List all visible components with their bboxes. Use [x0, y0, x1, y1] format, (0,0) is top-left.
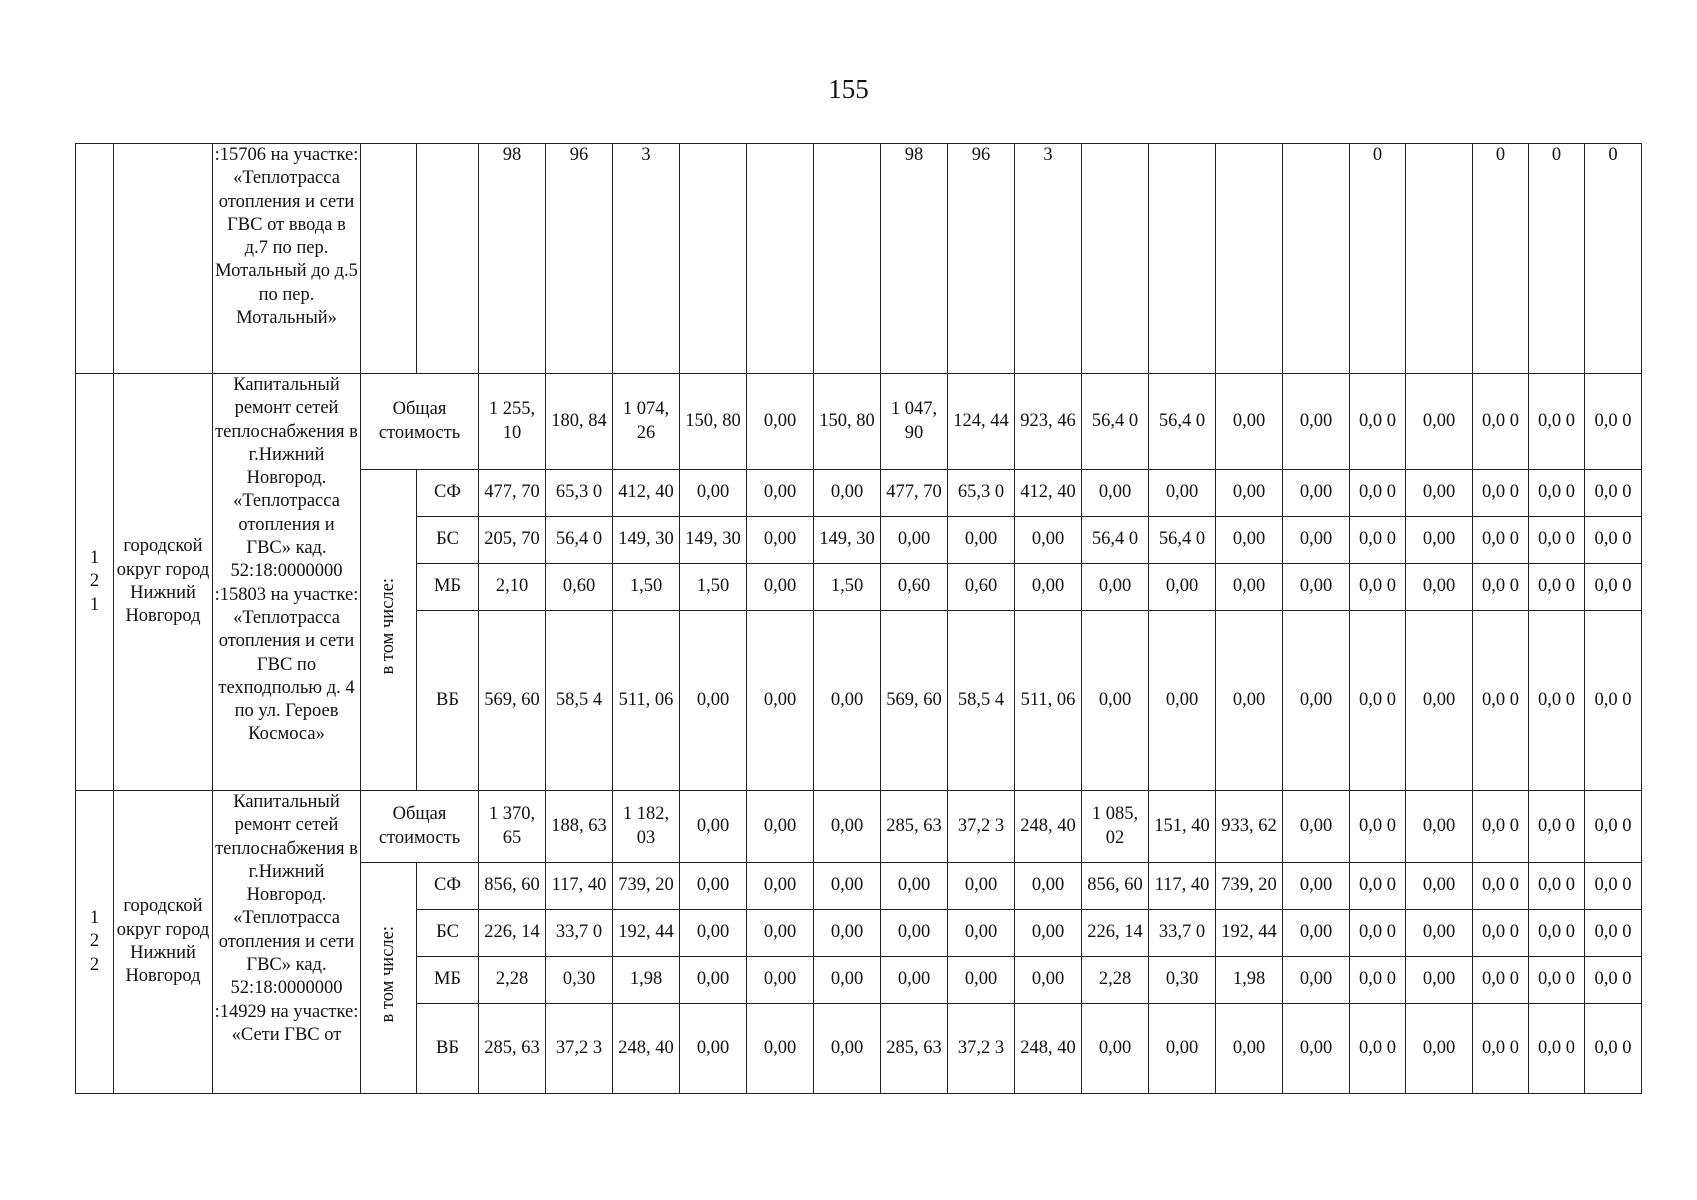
value-cell: 0,00 — [1406, 863, 1473, 910]
row-number: 1 2 2 — [76, 791, 114, 1094]
value-cell: 0,00 — [948, 957, 1015, 1004]
value-cell: 0,00 — [747, 910, 814, 957]
value-cell: 0,00 — [1082, 1004, 1149, 1094]
value-cell: 0,00 — [1283, 863, 1350, 910]
value-cell: 0,00 — [1283, 957, 1350, 1004]
table-cell — [361, 144, 417, 374]
value-cell: 0,00 — [1406, 1004, 1473, 1094]
value-cell: 1,98 — [613, 957, 680, 1004]
value-cell: 226, 14 — [479, 910, 546, 957]
value-cell: 0,00 — [680, 791, 747, 863]
budget-table — [75, 143, 1642, 1094]
including-label-text: в том числе: — [377, 926, 398, 1023]
value-cell: 0,00 — [814, 791, 881, 863]
value-cell: 739, 20 — [613, 863, 680, 910]
funding-source-label: МБ — [417, 564, 479, 611]
value-cell: 0,0 0 — [1473, 517, 1529, 564]
value-cell: 2,10 — [479, 564, 546, 611]
value-cell: 0,60 — [881, 564, 948, 611]
value-cell: 0,00 — [747, 863, 814, 910]
value-cell: 0,00 — [1283, 791, 1350, 863]
table-row — [76, 144, 1642, 374]
value-cell: 150, 80 — [680, 374, 747, 470]
table-cell: 0 — [1350, 144, 1406, 374]
value-cell: 0,60 — [948, 564, 1015, 611]
value-cell: 0,00 — [747, 957, 814, 1004]
table-cell: 96 — [948, 144, 1015, 374]
value-cell: 0,0 0 — [1473, 863, 1529, 910]
value-cell: 0,00 — [680, 470, 747, 517]
row-number: 1 2 1 — [76, 374, 114, 791]
value-cell: 0,00 — [1283, 611, 1350, 791]
description-cell: :15706 на участке: «Теплотрасса отопления и сети ГВС от ввода в д.7 по пер. Мотальный до д.5 по пер. Мотальный» — [213, 144, 361, 374]
municipality-cell: городской округ город Нижний Новгород — [114, 374, 213, 791]
value-cell: 65,3 0 — [546, 470, 613, 517]
value-cell: 1 182, 03 — [613, 791, 680, 863]
value-cell: 192, 44 — [613, 910, 680, 957]
value-cell: 58,5 4 — [546, 611, 613, 791]
value-cell: 412, 40 — [613, 470, 680, 517]
value-cell: 1,50 — [814, 564, 881, 611]
value-cell: 0,0 0 — [1350, 470, 1406, 517]
value-cell: 0,0 0 — [1585, 470, 1642, 517]
value-cell: 0,00 — [1283, 1004, 1350, 1094]
value-cell: 1 085, 02 — [1082, 791, 1149, 863]
value-cell: 0,00 — [1406, 611, 1473, 791]
value-cell: 0,0 0 — [1529, 611, 1585, 791]
value-cell: 412, 40 — [1015, 470, 1082, 517]
value-cell: 0,00 — [1216, 374, 1283, 470]
value-cell: 0,00 — [948, 517, 1015, 564]
value-cell: 0,00 — [747, 470, 814, 517]
table-body — [76, 144, 1642, 1094]
value-cell: 0,0 0 — [1529, 1004, 1585, 1094]
value-cell: 0,00 — [948, 910, 1015, 957]
value-cell: 0,0 0 — [1350, 611, 1406, 791]
value-cell: 117, 40 — [1149, 863, 1216, 910]
funding-source-label: БС — [417, 517, 479, 564]
value-cell: 0,00 — [1406, 957, 1473, 1004]
value-cell: 149, 30 — [814, 517, 881, 564]
table-cell — [1149, 144, 1216, 374]
table-cell: 98 — [479, 144, 546, 374]
value-cell: 569, 60 — [881, 611, 948, 791]
table-cell — [1283, 144, 1350, 374]
total-cost-label: Общая стоимость — [361, 791, 479, 863]
table-cell — [417, 144, 479, 374]
value-cell: 149, 30 — [613, 517, 680, 564]
value-cell: 511, 06 — [1015, 611, 1082, 791]
value-cell: 0,0 0 — [1350, 910, 1406, 957]
description-cell: Капитальный ремонт сетей теплоснабжения в г.Нижний Новгород. «Теплотрасса отопления и сети ГВС» кад. 52:18:0000000 :14929 на участке: «Сети ГВС от — [213, 791, 361, 1094]
value-cell: 0,00 — [881, 517, 948, 564]
value-cell: 1 255, 10 — [479, 374, 546, 470]
value-cell: 0,30 — [546, 957, 613, 1004]
table-cell: 3 — [1015, 144, 1082, 374]
value-cell: 0,0 0 — [1350, 1004, 1406, 1094]
value-cell: 0,0 0 — [1473, 910, 1529, 957]
value-cell: 0,0 0 — [1585, 910, 1642, 957]
table-cell — [1082, 144, 1149, 374]
table-cell: 96 — [546, 144, 613, 374]
value-cell: 0,0 0 — [1473, 957, 1529, 1004]
value-cell: 0,0 0 — [1529, 791, 1585, 863]
value-cell: 0,00 — [1406, 517, 1473, 564]
value-cell: 248, 40 — [1015, 791, 1082, 863]
value-cell: 0,00 — [1406, 910, 1473, 957]
value-cell: 56,4 0 — [546, 517, 613, 564]
table-cell: 3 — [613, 144, 680, 374]
value-cell: 0,00 — [747, 517, 814, 564]
value-cell: 151, 40 — [1149, 791, 1216, 863]
funding-source-label: СФ — [417, 863, 479, 910]
page-number: 155 — [828, 74, 869, 104]
table-cell: 0 — [1529, 144, 1585, 374]
value-cell: 856, 60 — [479, 863, 546, 910]
value-cell: 0,30 — [1149, 957, 1216, 1004]
value-cell: 0,00 — [1149, 564, 1216, 611]
funding-source-label: БС — [417, 910, 479, 957]
value-cell: 0,00 — [1015, 863, 1082, 910]
value-cell: 0,00 — [814, 470, 881, 517]
table-cell — [814, 144, 881, 374]
value-cell: 56,4 0 — [1149, 517, 1216, 564]
value-cell: 0,0 0 — [1350, 374, 1406, 470]
value-cell: 933, 62 — [1216, 791, 1283, 863]
value-cell: 37,2 3 — [546, 1004, 613, 1094]
value-cell: 0,0 0 — [1473, 611, 1529, 791]
table-row — [76, 791, 1642, 863]
value-cell: 0,0 0 — [1529, 957, 1585, 1004]
value-cell: 0,00 — [680, 611, 747, 791]
value-cell: 33,7 0 — [546, 910, 613, 957]
value-cell: 0,00 — [1149, 470, 1216, 517]
table-cell — [114, 144, 213, 374]
table-cell: 0 — [1473, 144, 1529, 374]
value-cell: 0,0 0 — [1585, 564, 1642, 611]
value-cell: 0,00 — [1082, 470, 1149, 517]
including-label — [361, 470, 417, 791]
value-cell: 0,00 — [1216, 564, 1283, 611]
value-cell: 150, 80 — [814, 374, 881, 470]
value-cell: 124, 44 — [948, 374, 1015, 470]
value-cell: 0,0 0 — [1473, 1004, 1529, 1094]
value-cell: 0,00 — [1015, 910, 1082, 957]
value-cell: 511, 06 — [613, 611, 680, 791]
value-cell: 0,00 — [948, 863, 1015, 910]
value-cell: 0,0 0 — [1585, 611, 1642, 791]
description-cell: Капитальный ремонт сетей теплоснабжения в г.Нижний Новгород. «Теплотрасса отопления и ГВС» кад. 52:18:0000000 :15803 на участке: «Теплотрасса отопления и сети ГВС по техподполью д. 4 по ул. Героев Космоса» — [213, 374, 361, 791]
value-cell: 56,4 0 — [1082, 374, 1149, 470]
value-cell: 0,00 — [1082, 611, 1149, 791]
value-cell: 0,00 — [1015, 517, 1082, 564]
value-cell: 0,0 0 — [1350, 564, 1406, 611]
value-cell: 37,2 3 — [948, 1004, 1015, 1094]
value-cell: 56,4 0 — [1082, 517, 1149, 564]
value-cell: 0,00 — [1283, 564, 1350, 611]
value-cell: 0,00 — [747, 374, 814, 470]
value-cell: 0,00 — [747, 791, 814, 863]
value-cell: 0,00 — [747, 611, 814, 791]
value-cell: 0,00 — [680, 863, 747, 910]
value-cell: 1 047, 90 — [881, 374, 948, 470]
value-cell: 0,0 0 — [1585, 1004, 1642, 1094]
value-cell: 923, 46 — [1015, 374, 1082, 470]
value-cell: 0,00 — [747, 1004, 814, 1094]
value-cell: 0,0 0 — [1473, 374, 1529, 470]
value-cell: 0,00 — [1406, 470, 1473, 517]
value-cell: 1,50 — [680, 564, 747, 611]
table-cell: 0 — [1585, 144, 1642, 374]
value-cell: 0,0 0 — [1529, 910, 1585, 957]
value-cell: 0,00 — [1283, 470, 1350, 517]
value-cell: 180, 84 — [546, 374, 613, 470]
value-cell: 0,00 — [680, 1004, 747, 1094]
value-cell: 477, 70 — [881, 470, 948, 517]
value-cell: 0,00 — [1216, 611, 1283, 791]
value-cell: 0,0 0 — [1529, 564, 1585, 611]
table-cell — [680, 144, 747, 374]
value-cell: 65,3 0 — [948, 470, 1015, 517]
value-cell: 0,0 0 — [1585, 863, 1642, 910]
table-row — [76, 374, 1642, 470]
including-label-text: в том числе: — [377, 578, 398, 675]
value-cell: 0,0 0 — [1473, 564, 1529, 611]
value-cell: 0,00 — [881, 910, 948, 957]
value-cell: 0,0 0 — [1585, 791, 1642, 863]
value-cell: 0,0 0 — [1350, 863, 1406, 910]
funding-source-label: МБ — [417, 957, 479, 1004]
value-cell: 0,00 — [1406, 791, 1473, 863]
value-cell: 0,00 — [1216, 517, 1283, 564]
value-cell: 58,5 4 — [948, 611, 1015, 791]
value-cell: 739, 20 — [1216, 863, 1283, 910]
value-cell: 2,28 — [1082, 957, 1149, 1004]
value-cell: 205, 70 — [479, 517, 546, 564]
value-cell: 0,00 — [1283, 517, 1350, 564]
value-cell: 248, 40 — [613, 1004, 680, 1094]
value-cell: 33,7 0 — [1149, 910, 1216, 957]
value-cell: 0,0 0 — [1529, 863, 1585, 910]
value-cell: 0,00 — [1015, 957, 1082, 1004]
including-label — [361, 863, 417, 1094]
value-cell: 0,00 — [1406, 374, 1473, 470]
funding-source-label: ВБ — [417, 1004, 479, 1094]
value-cell: 248, 40 — [1015, 1004, 1082, 1094]
value-cell: 0,00 — [747, 564, 814, 611]
value-cell: 285, 63 — [881, 791, 948, 863]
value-cell: 0,0 0 — [1529, 470, 1585, 517]
value-cell: 0,00 — [1216, 1004, 1283, 1094]
municipality-cell: городской округ город Нижний Новгород — [114, 791, 213, 1094]
value-cell: 0,0 0 — [1473, 791, 1529, 863]
value-cell: 285, 63 — [479, 1004, 546, 1094]
value-cell: 0,00 — [1149, 611, 1216, 791]
value-cell: 1,98 — [1216, 957, 1283, 1004]
value-cell: 192, 44 — [1216, 910, 1283, 957]
value-cell: 0,00 — [1149, 1004, 1216, 1094]
value-cell: 0,0 0 — [1473, 470, 1529, 517]
value-cell: 0,00 — [1015, 564, 1082, 611]
table-cell — [747, 144, 814, 374]
value-cell: 0,00 — [1283, 374, 1350, 470]
value-cell: 0,00 — [1283, 910, 1350, 957]
value-cell: 1,50 — [613, 564, 680, 611]
value-cell: 0,00 — [814, 957, 881, 1004]
value-cell: 0,60 — [546, 564, 613, 611]
value-cell: 37,2 3 — [948, 791, 1015, 863]
value-cell: 0,0 0 — [1350, 517, 1406, 564]
value-cell: 56,4 0 — [1149, 374, 1216, 470]
funding-source-label: ВБ — [417, 611, 479, 791]
value-cell: 0,0 0 — [1585, 517, 1642, 564]
value-cell: 0,00 — [1082, 564, 1149, 611]
value-cell: 226, 14 — [1082, 910, 1149, 957]
value-cell: 2,28 — [479, 957, 546, 1004]
value-cell: 0,00 — [680, 910, 747, 957]
value-cell: 0,00 — [814, 910, 881, 957]
value-cell: 0,0 0 — [1585, 957, 1642, 1004]
value-cell: 0,00 — [680, 957, 747, 1004]
value-cell: 477, 70 — [479, 470, 546, 517]
value-cell: 0,0 0 — [1585, 374, 1642, 470]
value-cell: 0,00 — [814, 1004, 881, 1094]
value-cell: 0,00 — [814, 863, 881, 910]
table-cell: 98 — [881, 144, 948, 374]
value-cell: 0,0 0 — [1350, 957, 1406, 1004]
value-cell: 188, 63 — [546, 791, 613, 863]
value-cell: 1 074, 26 — [613, 374, 680, 470]
value-cell: 569, 60 — [479, 611, 546, 791]
value-cell: 285, 63 — [881, 1004, 948, 1094]
value-cell: 0,00 — [814, 611, 881, 791]
total-cost-label: Общая стоимость — [361, 374, 479, 470]
funding-source-label: СФ — [417, 470, 479, 517]
value-cell: 0,00 — [1406, 564, 1473, 611]
value-cell: 856, 60 — [1082, 863, 1149, 910]
value-cell: 0,00 — [881, 863, 948, 910]
value-cell: 0,00 — [1216, 470, 1283, 517]
value-cell: 149, 30 — [680, 517, 747, 564]
table-cell — [1216, 144, 1283, 374]
value-cell: 0,00 — [881, 957, 948, 1004]
table-cell — [76, 144, 114, 374]
value-cell: 1 370, 65 — [479, 791, 546, 863]
table-cell — [1406, 144, 1473, 374]
value-cell: 0,0 0 — [1529, 517, 1585, 564]
value-cell: 0,0 0 — [1529, 374, 1585, 470]
value-cell: 0,0 0 — [1350, 791, 1406, 863]
value-cell: 117, 40 — [546, 863, 613, 910]
